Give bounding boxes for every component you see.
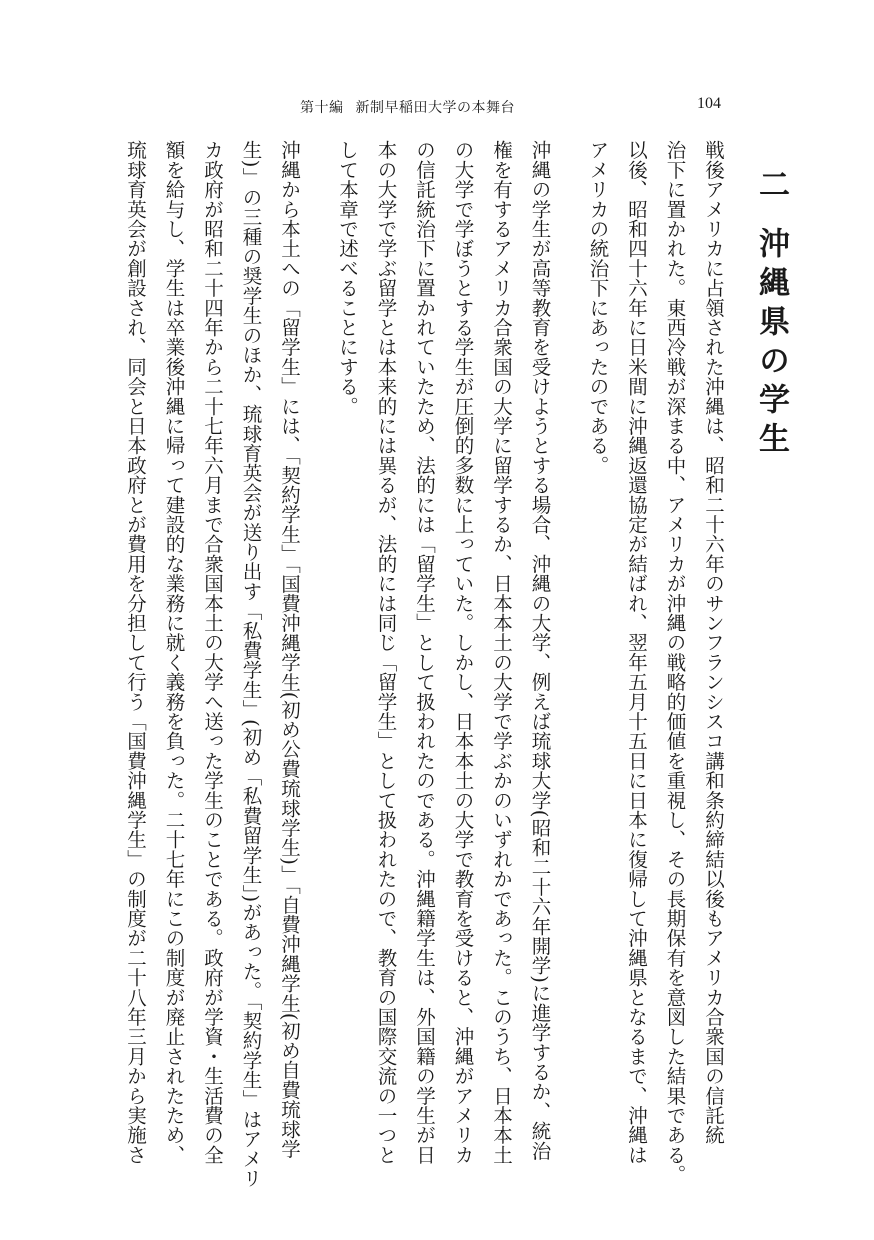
text-line: 沖縄から本土への「留学生」には、「契約学生」「国費沖縄学生(初め公費琉球学生)」「自費沖縄学生(初め自費琉球学 [278, 140, 301, 1159]
section-title: 沖縄県の学生 [753, 227, 789, 461]
text-line: 戦後アメリカに占領された沖縄は、昭和二十六年のサンフランシスコ講和条約締結以後もアメリカ合衆国の信託統 [702, 140, 725, 1145]
text-line: カ政府が昭和二十四年から二十七年六月まで合衆国本土の大学へ送った学生のことである。政府が学資・生活費の全 [201, 140, 224, 1165]
section-number: 二 [753, 168, 789, 207]
text-line: 治下に置かれた。東西冷戦が深まる中、アメリカが沖縄の戦略的価値を重視し、その長期保有を意図した結果である。 [663, 140, 687, 1185]
text-line: 額を給与し、学生は卒業後沖縄に帰って建設的な業務に就く義務を負った。二十七年にこの制度が廃止されたため、 [162, 140, 186, 1165]
running-head-title: 新制早稲田大学の本舞台 [355, 100, 515, 116]
text-line: アメリカの統治下にあったのである。 [586, 140, 610, 475]
text-line: 権を有するアメリカ合衆国の大学に留学するか、日本本土の大学で学ぶかのいずれかであった。このうち、日本本土 [490, 140, 513, 1165]
text-line: して本章で述べることにする。 [336, 140, 359, 416]
text-line: の大学で学ぼうとする学生が圧倒的多数に上っていた。しかし、日本本土の大学で教育を受けると、沖縄がアメリカ [451, 140, 475, 1165]
page-number: 104 [697, 95, 721, 112]
text-line: 本の大学で学ぶ留学とは本来的には異るが、法的には同じ「留学生」として扱われたので、教育の国際交流の一つと [374, 140, 398, 1165]
running-head-part: 第十編 [300, 100, 344, 116]
text-line: 生)」の三種の奨学生のほか、琉球育英会が送り出す「私費学生」(初め「私費留学生」)があった。「契約学生」はアメリ [239, 140, 263, 1189]
text-line: 以後、昭和四十六年に日米間に沖縄返還協定が結ばれ、翌年五月十五日に日本に復帰して沖縄県となるまで、沖縄は [625, 140, 648, 1165]
text-line: 琉球育英会が創設され、同会と日本政府とが費用を分担して行う「国費沖縄学生」の制度が二十八年三月から実施さ [124, 140, 147, 1165]
text-line: 沖縄の学生が高等教育を受けようとする場合、沖縄の大学、例えば琉球大学(昭和二十六年開学)に進学するか、統治 [528, 140, 552, 1161]
section-heading [752, 168, 793, 1112]
running-head [300, 97, 515, 117]
vertical-text-body [72, 140, 792, 1189]
text-line: の信託統治下に置かれていたため、法的には「留学生」として扱われたのである。沖縄籍学生は、外国籍の学生が日 [413, 140, 436, 1165]
